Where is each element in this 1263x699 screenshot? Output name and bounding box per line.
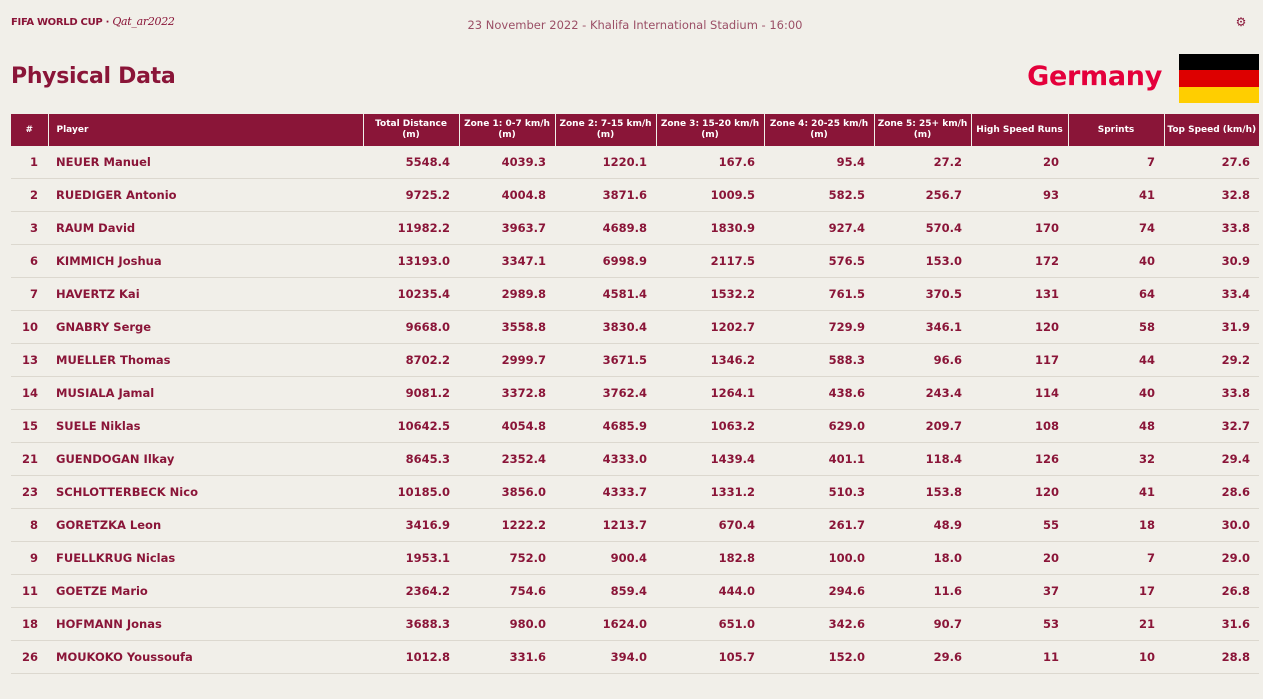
- player-name: MUELLER Thomas: [48, 344, 363, 377]
- column-header: Sprints: [1068, 114, 1164, 146]
- player-name: MUSIALA Jamal: [48, 377, 363, 410]
- stat-cell: 510.3: [764, 476, 874, 509]
- stat-cell: 28.6: [1164, 476, 1259, 509]
- stat-cell: 114: [971, 377, 1068, 410]
- stat-cell: 1220.1: [555, 146, 656, 179]
- logo-script-text: Qat_ar2022: [112, 15, 175, 28]
- stat-cell: 93: [971, 179, 1068, 212]
- player-number: 11: [11, 575, 48, 608]
- stat-cell: 588.3: [764, 344, 874, 377]
- column-header: Zone 4: 20-25 km/h (m): [764, 114, 874, 146]
- stat-cell: 30.0: [1164, 509, 1259, 542]
- stat-cell: 96.6: [874, 344, 971, 377]
- team-name: Germany: [1027, 61, 1162, 92]
- stat-cell: 5548.4: [363, 146, 459, 179]
- stat-cell: 761.5: [764, 278, 874, 311]
- stat-cell: 9725.2: [363, 179, 459, 212]
- stat-cell: 261.7: [764, 509, 874, 542]
- table-row: [11, 245, 1259, 278]
- stat-cell: 18.0: [874, 542, 971, 575]
- stat-cell: 8645.3: [363, 443, 459, 476]
- stat-cell: 64: [1068, 278, 1164, 311]
- table-row: [11, 641, 1259, 674]
- stat-cell: 53: [971, 608, 1068, 641]
- table-row: [11, 179, 1259, 212]
- match-info: 23 November 2022 - Khalifa International Stadium - 16:00: [467, 18, 803, 32]
- stat-cell: 44: [1068, 344, 1164, 377]
- player-name: SUELE Niklas: [48, 410, 363, 443]
- settings-icon[interactable]: ⚙: [1235, 15, 1247, 29]
- player-number: 8: [11, 509, 48, 542]
- stat-cell: 105.7: [656, 641, 764, 674]
- stat-cell: 37: [971, 575, 1068, 608]
- stat-cell: 41: [1068, 179, 1164, 212]
- stat-cell: 570.4: [874, 212, 971, 245]
- player-number: 2: [11, 179, 48, 212]
- stat-cell: 438.6: [764, 377, 874, 410]
- stat-cell: 3830.4: [555, 311, 656, 344]
- stat-cell: 118.4: [874, 443, 971, 476]
- player-name: RAUM David: [48, 212, 363, 245]
- stat-cell: 153.8: [874, 476, 971, 509]
- stat-cell: 120: [971, 311, 1068, 344]
- stat-cell: 8702.2: [363, 344, 459, 377]
- stat-cell: 256.7: [874, 179, 971, 212]
- table-row: [11, 146, 1259, 179]
- stat-cell: 29.6: [874, 641, 971, 674]
- page-title: Physical Data: [11, 64, 176, 89]
- stat-cell: 40: [1068, 377, 1164, 410]
- stat-cell: 1009.5: [656, 179, 764, 212]
- stat-cell: 927.4: [764, 212, 874, 245]
- player-number: 3: [11, 212, 48, 245]
- stat-cell: 1202.7: [656, 311, 764, 344]
- stat-cell: 394.0: [555, 641, 656, 674]
- player-name: GORETZKA Leon: [48, 509, 363, 542]
- stat-cell: 1830.9: [656, 212, 764, 245]
- stat-cell: 9668.0: [363, 311, 459, 344]
- stat-cell: 11: [971, 641, 1068, 674]
- stat-cell: 20: [971, 146, 1068, 179]
- column-header: Zone 2: 7-15 km/h (m): [555, 114, 656, 146]
- stat-cell: 4039.3: [459, 146, 555, 179]
- player-number: 13: [11, 344, 48, 377]
- stat-cell: 1213.7: [555, 509, 656, 542]
- stat-cell: 95.4: [764, 146, 874, 179]
- stat-cell: 1012.8: [363, 641, 459, 674]
- stat-cell: 4054.8: [459, 410, 555, 443]
- flag-stripe: [1179, 54, 1259, 70]
- stat-cell: 346.1: [874, 311, 971, 344]
- stat-cell: 11982.2: [363, 212, 459, 245]
- player-number: 7: [11, 278, 48, 311]
- stat-cell: 980.0: [459, 608, 555, 641]
- player-number: 15: [11, 410, 48, 443]
- stat-cell: 33.4: [1164, 278, 1259, 311]
- stat-cell: 6998.9: [555, 245, 656, 278]
- stat-cell: 32.8: [1164, 179, 1259, 212]
- stat-cell: 1532.2: [656, 278, 764, 311]
- column-header: #: [11, 114, 48, 146]
- table-row: [11, 410, 1259, 443]
- stat-cell: 48: [1068, 410, 1164, 443]
- player-number: 10: [11, 311, 48, 344]
- stat-cell: 4333.7: [555, 476, 656, 509]
- stat-cell: 26.8: [1164, 575, 1259, 608]
- table-row: [11, 212, 1259, 245]
- stat-cell: 7: [1068, 146, 1164, 179]
- column-header: Zone 3: 15-20 km/h (m): [656, 114, 764, 146]
- stat-cell: 48.9: [874, 509, 971, 542]
- player-name: GNABRY Serge: [48, 311, 363, 344]
- player-name: KIMMICH Joshua: [48, 245, 363, 278]
- table-row: [11, 509, 1259, 542]
- stat-cell: 3416.9: [363, 509, 459, 542]
- physical-data-table: [11, 114, 1259, 674]
- player-name: HOFMANN Jonas: [48, 608, 363, 641]
- stat-cell: 7: [1068, 542, 1164, 575]
- stat-cell: 629.0: [764, 410, 874, 443]
- player-number: 9: [11, 542, 48, 575]
- stat-cell: 582.5: [764, 179, 874, 212]
- stat-cell: 576.5: [764, 245, 874, 278]
- flag-stripe: [1179, 87, 1259, 103]
- stat-cell: 729.9: [764, 311, 874, 344]
- stat-cell: 41: [1068, 476, 1164, 509]
- stat-cell: 182.8: [656, 542, 764, 575]
- player-name: RUEDIGER Antonio: [48, 179, 363, 212]
- stat-cell: 131: [971, 278, 1068, 311]
- stat-cell: 3558.8: [459, 311, 555, 344]
- stat-cell: 342.6: [764, 608, 874, 641]
- table-row: [11, 344, 1259, 377]
- stat-cell: 370.5: [874, 278, 971, 311]
- table-row: [11, 443, 1259, 476]
- stat-cell: 209.7: [874, 410, 971, 443]
- stat-cell: 651.0: [656, 608, 764, 641]
- stat-cell: 2364.2: [363, 575, 459, 608]
- stat-cell: 30.9: [1164, 245, 1259, 278]
- player-name: GOETZE Mario: [48, 575, 363, 608]
- stat-cell: 3372.8: [459, 377, 555, 410]
- stat-cell: 1439.4: [656, 443, 764, 476]
- stat-cell: 3671.5: [555, 344, 656, 377]
- stat-cell: 20: [971, 542, 1068, 575]
- table-row: [11, 311, 1259, 344]
- stat-cell: 170: [971, 212, 1068, 245]
- stat-cell: 32: [1068, 443, 1164, 476]
- stat-cell: 10235.4: [363, 278, 459, 311]
- table-row: [11, 542, 1259, 575]
- player-name: HAVERTZ Kai: [48, 278, 363, 311]
- stat-cell: 40: [1068, 245, 1164, 278]
- stat-cell: 401.1: [764, 443, 874, 476]
- stat-cell: 29.0: [1164, 542, 1259, 575]
- stat-cell: 1624.0: [555, 608, 656, 641]
- stat-cell: 33.8: [1164, 377, 1259, 410]
- fifa-world-cup-logo: FIFA WORLD CUP · Qat_ar2022: [11, 15, 175, 28]
- flag-stripe: [1179, 70, 1259, 86]
- player-number: 6: [11, 245, 48, 278]
- stat-cell: 27.2: [874, 146, 971, 179]
- stat-cell: 331.6: [459, 641, 555, 674]
- stat-cell: 10: [1068, 641, 1164, 674]
- stat-cell: 754.6: [459, 575, 555, 608]
- table-row: [11, 377, 1259, 410]
- stat-cell: 117: [971, 344, 1068, 377]
- stat-cell: 1063.2: [656, 410, 764, 443]
- player-number: 1: [11, 146, 48, 179]
- stat-cell: 27.6: [1164, 146, 1259, 179]
- stat-cell: 152.0: [764, 641, 874, 674]
- stat-cell: 4333.0: [555, 443, 656, 476]
- column-header: High Speed Runs: [971, 114, 1068, 146]
- stat-cell: 1264.1: [656, 377, 764, 410]
- stat-cell: 153.0: [874, 245, 971, 278]
- stat-cell: 55: [971, 509, 1068, 542]
- table-row: [11, 575, 1259, 608]
- stat-cell: 21: [1068, 608, 1164, 641]
- player-name: MOUKOKO Youssoufa: [48, 641, 363, 674]
- stat-cell: 294.6: [764, 575, 874, 608]
- stat-cell: 100.0: [764, 542, 874, 575]
- stat-cell: 167.6: [656, 146, 764, 179]
- stat-cell: 3856.0: [459, 476, 555, 509]
- stat-cell: 3688.3: [363, 608, 459, 641]
- stat-cell: 9081.2: [363, 377, 459, 410]
- stat-cell: 172: [971, 245, 1068, 278]
- table-row: [11, 278, 1259, 311]
- stat-cell: 33.8: [1164, 212, 1259, 245]
- table-row: [11, 608, 1259, 641]
- stat-cell: 4685.9: [555, 410, 656, 443]
- stat-cell: 2352.4: [459, 443, 555, 476]
- stat-cell: 3347.1: [459, 245, 555, 278]
- stat-cell: 4581.4: [555, 278, 656, 311]
- stat-cell: 17: [1068, 575, 1164, 608]
- stat-cell: 29.2: [1164, 344, 1259, 377]
- logo-main-text: FIFA WORLD CUP: [11, 17, 103, 28]
- stat-cell: 3762.4: [555, 377, 656, 410]
- stat-cell: 1346.2: [656, 344, 764, 377]
- player-number: 14: [11, 377, 48, 410]
- stat-cell: 11.6: [874, 575, 971, 608]
- stat-cell: 3871.6: [555, 179, 656, 212]
- column-header: Player: [48, 114, 363, 146]
- stat-cell: 32.7: [1164, 410, 1259, 443]
- column-header: Zone 1: 0-7 km/h (m): [459, 114, 555, 146]
- stat-cell: 13193.0: [363, 245, 459, 278]
- table-header-row: [11, 114, 1259, 146]
- column-header: Total Distance (m): [363, 114, 459, 146]
- stat-cell: 1953.1: [363, 542, 459, 575]
- stat-cell: 243.4: [874, 377, 971, 410]
- column-header: Top Speed (km/h): [1164, 114, 1259, 146]
- player-number: 21: [11, 443, 48, 476]
- stat-cell: 900.4: [555, 542, 656, 575]
- stat-cell: 2999.7: [459, 344, 555, 377]
- stat-cell: 2989.8: [459, 278, 555, 311]
- table-row: [11, 476, 1259, 509]
- player-name: GUENDOGAN Ilkay: [48, 443, 363, 476]
- stat-cell: 10185.0: [363, 476, 459, 509]
- player-name: NEUER Manuel: [48, 146, 363, 179]
- stat-cell: 120: [971, 476, 1068, 509]
- player-number: 26: [11, 641, 48, 674]
- top-bar: [0, 0, 1263, 48]
- stat-cell: 4004.8: [459, 179, 555, 212]
- stat-cell: 859.4: [555, 575, 656, 608]
- player-name: SCHLOTTERBECK Nico: [48, 476, 363, 509]
- stat-cell: 74: [1068, 212, 1164, 245]
- player-number: 23: [11, 476, 48, 509]
- player-name: FUELLKRUG Niclas: [48, 542, 363, 575]
- stat-cell: 108: [971, 410, 1068, 443]
- stat-cell: 10642.5: [363, 410, 459, 443]
- stat-cell: 58: [1068, 311, 1164, 344]
- stat-cell: 31.6: [1164, 608, 1259, 641]
- stat-cell: 1331.2: [656, 476, 764, 509]
- stat-cell: 18: [1068, 509, 1164, 542]
- stat-cell: 2117.5: [656, 245, 764, 278]
- stat-cell: 3963.7: [459, 212, 555, 245]
- germany-flag-icon: [1179, 54, 1259, 103]
- stat-cell: 670.4: [656, 509, 764, 542]
- player-number: 18: [11, 608, 48, 641]
- stat-cell: 28.8: [1164, 641, 1259, 674]
- stat-cell: 1222.2: [459, 509, 555, 542]
- column-header: Zone 5: 25+ km/h (m): [874, 114, 971, 146]
- stat-cell: 444.0: [656, 575, 764, 608]
- stat-cell: 90.7: [874, 608, 971, 641]
- stat-cell: 29.4: [1164, 443, 1259, 476]
- stat-cell: 126: [971, 443, 1068, 476]
- stat-cell: 752.0: [459, 542, 555, 575]
- stat-cell: 4689.8: [555, 212, 656, 245]
- stat-cell: 31.9: [1164, 311, 1259, 344]
